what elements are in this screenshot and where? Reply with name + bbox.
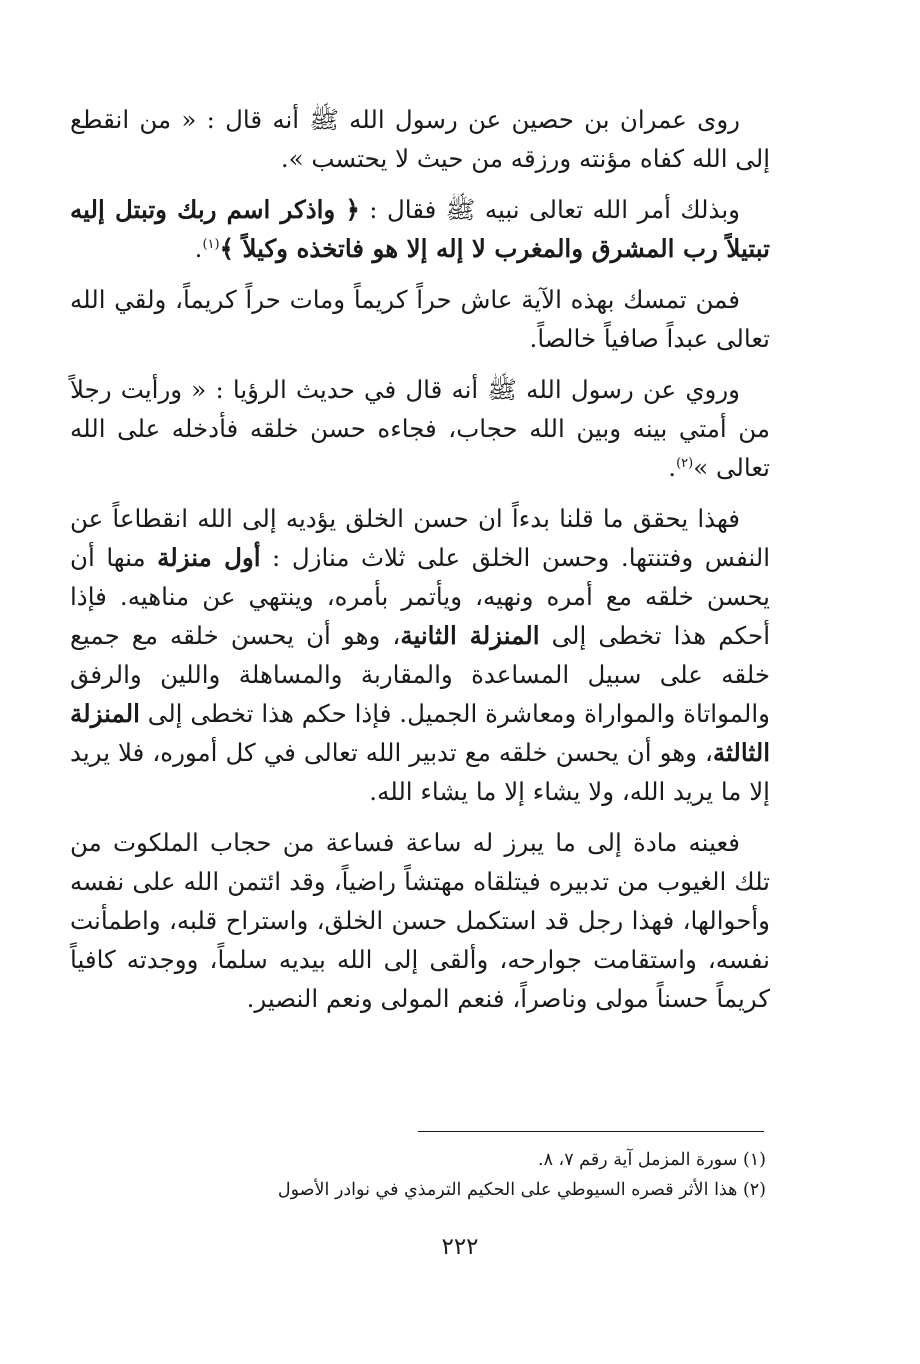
footnote-1: [70, 1145, 766, 1175]
paragraph: [70, 280, 770, 358]
paragraph: [70, 100, 770, 178]
footnote-marker: (٢): [742, 1180, 766, 1200]
text-segment: فمن تمسك بهذه الآية عاش حراً كريماً ومات حراً كريماً، ولقي الله تعالى عبداً صافياً خالصاً.: [70, 285, 770, 353]
text-segment: ، وهو أن يحسن خلقه مع تدبير الله تعالى في كل أموره، فلا يريد إلا ما يريد الله، ولا يشاء إلا ما يشاء الله.: [70, 738, 770, 806]
bold-text: المنزلة الثالثة: [70, 699, 770, 767]
paragraph: [70, 499, 770, 811]
text-segment: وروي عن رسول الله ﷺ أنه قال في حديث الرؤيا : « ورأيت رجلاً من أمتي بينه وبين الله حجاب، فجاءه حسن خلقه فأدخله على الله تعالى »: [70, 375, 770, 482]
footnote-text: هذا الأثر قصره السيوطي على الحكيم الترمذي في نوادر الأصول: [277, 1180, 738, 1200]
text-segment: روى عمران بن حصين عن رسول الله ﷺ أنه قال : « من انقطع إلى الله كفاه مؤنته ورزقه من حيث لا يحتسب ».: [70, 105, 770, 173]
paragraph: [70, 823, 770, 1018]
paragraph: [70, 370, 770, 487]
footnotes: [70, 1145, 766, 1205]
text-segment: فعينه مادة إلى ما يبرز له ساعة فساعة من حجاب الملكوت من تلك الغيوب من تدبيره فيتلقاه مهتشاً راضياً، وقد ائتمن الله على نفسه وأحوالها، فهذا رجل قد استكمل حسن الخلق، واستراح قلبه، واطمأنت نفسه، واستقامت جوارحه، وألقى إلى الله بيديه سلماً، ووجدته كافياً كريماً حسناً مولى وناصراً، فنعم المولى ونعم النصير.: [70, 828, 770, 1013]
footnote-reference: (٢): [676, 455, 694, 471]
main-text: [70, 100, 770, 1250]
footnote-2: [70, 1175, 766, 1205]
text-segment: .: [194, 234, 203, 263]
footnote-reference: (١): [202, 236, 220, 252]
text-segment: وبذلك أمر الله تعالى نبيه ﷺ فقال :: [359, 195, 741, 224]
bold-text: أول منزلة: [157, 543, 261, 572]
text-segment: منها أن يحسن خلقه مع أمره ونهيه، ويأتمر بأمره، وينتهي عن مناهيه. فإذا أحكم هذا تخطى إلى: [70, 543, 771, 650]
footnote-separator: [418, 1131, 764, 1132]
bold-text: ﴿ واذكر اسم ربك وتبتل إليه تبتيلاً رب المشرق والمغرب لا إله إلا هو فاتخذه وكيلاً ﴾: [70, 195, 770, 263]
text-segment: ، وهو أن يحسن خلقه مع جميع خلقه على سبيل المساعدة والمقاربة والمساهلة واللين والرفق والمواتاة والمواراة ومعاشرة الجميل. فإذا حكم هذا تخطى إلى: [70, 621, 770, 728]
text-segment: .: [668, 453, 677, 482]
text-segment: فهذا يحقق ما قلنا بدءاً ان حسن الخلق يؤديه إلى الله انقطاعاً عن النفس وفتنتها. وحسن الخلق على ثلاث منازل :: [70, 504, 771, 572]
footnote-text: سورة المزمل آية رقم ٧، ٨.: [538, 1150, 738, 1170]
bold-text: المنزلة الثانية: [400, 621, 540, 650]
page-number: ٢٢٢: [441, 1234, 479, 1260]
footnote-marker: (١): [742, 1150, 766, 1170]
paragraph: [70, 190, 770, 268]
